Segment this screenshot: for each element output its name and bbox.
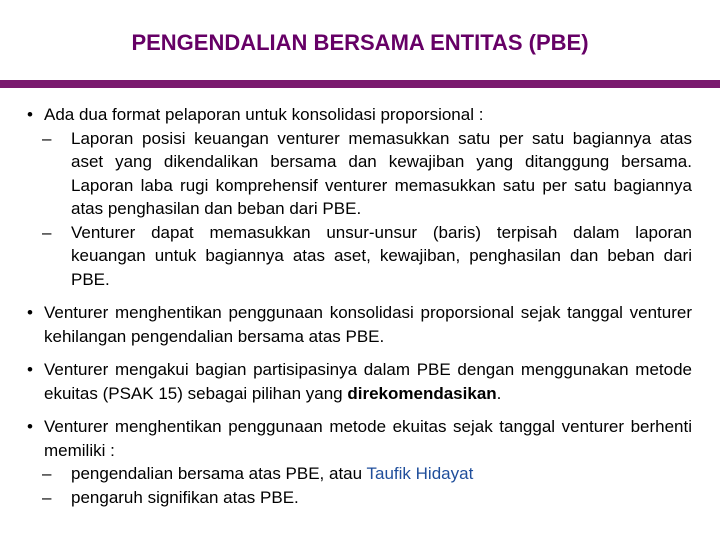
bullet-item xyxy=(24,358,692,405)
sub-bullet-text: Laporan posisi keuangan venturer memasukkan satu per satu bagiannya atas aset yang dikendalikan bersama dan kewajiban yang ditanggung bersama. Laporan laba rugi komprehensif venturer memasukkan satu per satu bagiannya atas penghasilan dan beban dari PBE. xyxy=(71,128,692,218)
slide-title: PENGENDALIAN BERSAMA ENTITAS (PBE) xyxy=(131,30,589,55)
bullet-icon: • xyxy=(27,360,33,379)
sub-bullet-item xyxy=(24,486,692,510)
bullet-text: Venturer mengakui bagian partisipasinya dalam PBE dengan menggunakan metode ekuitas (PSAK 15) sebagai pilihan yang xyxy=(44,360,692,403)
bullet-item xyxy=(24,415,692,509)
bullet-text: Venturer menghentikan penggunaan metode ekuitas sejak tanggal venturer berhenti memiliki : xyxy=(44,417,692,460)
author-watermark: Taufik Hidayat xyxy=(366,464,474,483)
title-divider xyxy=(0,80,720,88)
dash-icon: – xyxy=(42,464,52,483)
bullet-text: Venturer menghentikan penggunaan konsolidasi proporsional sejak tanggal venturer kehilangan pengendalian bersama atas PBE. xyxy=(44,303,692,346)
bullet-icon: • xyxy=(27,417,33,436)
bullet-bold-text: direkomendasikan xyxy=(347,383,497,403)
bullet-text: Ada dua format pelaporan untuk konsolidasi proporsional : xyxy=(44,105,484,124)
bullet-item xyxy=(24,301,692,348)
sub-bullet-item xyxy=(24,127,692,221)
slide-body xyxy=(24,103,692,519)
sub-bullet-text: pengendalian bersama atas PBE, atau xyxy=(71,464,363,483)
sub-bullet-item xyxy=(24,462,692,486)
sub-bullet-text: pengaruh signifikan atas PBE. xyxy=(71,487,299,507)
dash-icon: – xyxy=(42,128,52,148)
sub-bullet-item xyxy=(24,221,692,292)
bullet-icon: • xyxy=(27,303,33,322)
dash-icon: – xyxy=(42,487,52,507)
bullet-item xyxy=(24,103,692,291)
dash-icon: – xyxy=(42,222,52,242)
bullet-icon: • xyxy=(27,105,33,124)
sub-bullet-text: Venturer dapat memasukkan unsur-unsur (baris) terpisah dalam laporan keuangan untuk bagiannya atas aset, kewajiban, penghasilan dan beban dari PBE. xyxy=(71,222,692,289)
bullet-text-end: . xyxy=(496,383,502,403)
